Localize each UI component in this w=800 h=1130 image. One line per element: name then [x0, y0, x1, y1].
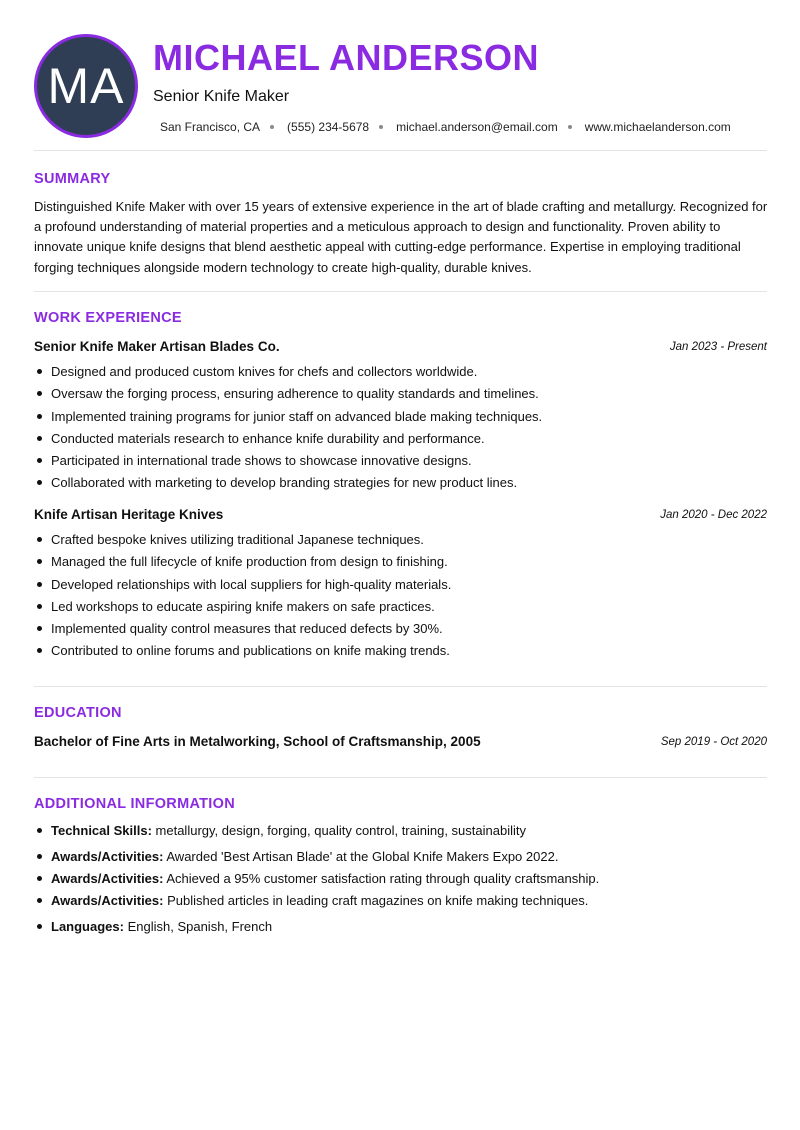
job-bullets	[34, 531, 767, 665]
bullet-icon	[37, 604, 42, 609]
bullet-icon	[37, 582, 42, 587]
bullet-icon	[37, 391, 42, 396]
bullet-icon	[37, 559, 42, 564]
contact-phone: (555) 234-5678	[287, 120, 370, 134]
education-degree: Bachelor of Fine Arts in Metalworking, School of Craftsmanship, 2005	[34, 734, 481, 749]
list-item: Managed the full lifecycle of knife production from design to finishing.	[34, 553, 767, 575]
separator-dot	[379, 125, 383, 129]
bullet-icon	[37, 898, 42, 903]
work-experience-heading: WORK EXPERIENCE	[34, 310, 182, 326]
avatar	[34, 34, 138, 138]
list-item: Developed relationships with local suppliers for high-quality materials.	[34, 576, 767, 598]
list-item: Awards/Activities: Achieved a 95% customer satisfaction rating through quality craftsmanship.	[34, 870, 767, 892]
list-item: Collaborated with marketing to develop branding strategies for new product lines.	[34, 474, 767, 496]
education-dates: Sep 2019 - Oct 2020	[660, 736, 767, 748]
list-item: Languages: English, Spanish, French	[34, 918, 767, 940]
bullet-icon	[37, 924, 42, 929]
summary-heading: SUMMARY	[34, 171, 111, 187]
additional-info-list	[34, 822, 767, 940]
divider	[34, 150, 767, 151]
separator-dot	[568, 125, 572, 129]
job-bullets	[34, 363, 767, 497]
bullet-icon	[37, 648, 42, 653]
job-role: Senior Knife Maker Artisan Blades Co.	[34, 339, 280, 354]
bullet-icon	[37, 480, 42, 485]
list-item: Led workshops to educate aspiring knife makers on safe practices.	[34, 598, 767, 620]
list-item: Conducted materials research to enhance knife durability and performance.	[34, 430, 767, 452]
list-item: Designed and produced custom knives for chefs and collectors worldwide.	[34, 363, 767, 385]
bullet-icon	[37, 369, 42, 374]
bullet-icon	[37, 414, 42, 419]
list-item: Technical Skills: metallurgy, design, forging, quality control, training, sustainability	[34, 822, 767, 848]
job-role: Knife Artisan Heritage Knives	[34, 507, 224, 522]
candidate-title: Senior Knife Maker	[153, 88, 290, 105]
divider	[34, 777, 767, 778]
candidate-name: MICHAEL ANDERSON	[153, 37, 540, 78]
summary-text: Distinguished Knife Maker with over 15 years of extensive experience in the art of blade crafting and metallurgy. Recognized for a profound understanding of material properties and a meticulous approach to design and functionality. Proven ability to innovate unique knife designs that blend aesthetic appeal with cutting-edge performance. Expertise in employing traditional forging techniques alongside modern technology to create high-quality, durable knives.	[34, 199, 768, 275]
list-item: Implemented training programs for junior staff on advanced blade making techniques.	[34, 408, 767, 430]
contact-email[interactable]: michael.anderson@email.com	[396, 120, 558, 134]
job-dates: Jan 2023 - Present	[669, 341, 767, 353]
bullet-icon	[37, 828, 42, 833]
list-item: Implemented quality control measures that reduced defects by 30%.	[34, 620, 767, 642]
bullet-icon	[37, 626, 42, 631]
list-item: Awards/Activities: Awarded 'Best Artisan Blade' at the Global Knife Makers Expo 2022.	[34, 848, 767, 870]
additional-info-heading: ADDITIONAL INFORMATION	[34, 796, 235, 812]
contact-location: San Francisco, CA	[160, 120, 261, 134]
job-header	[34, 339, 767, 357]
divider	[34, 291, 767, 292]
contact-website[interactable]: www.michaelanderson.com	[584, 120, 731, 134]
education-heading: EDUCATION	[34, 705, 122, 721]
list-item: Crafted bespoke knives utilizing traditional Japanese techniques.	[34, 531, 767, 553]
bullet-icon	[37, 854, 42, 859]
avatar-initials: MA	[47, 58, 125, 114]
contact-line	[160, 120, 731, 134]
list-item: Awards/Activities: Published articles in leading craft magazines on knife making techniques.	[34, 892, 767, 918]
education-entry	[34, 734, 767, 752]
bullet-icon	[37, 458, 42, 463]
bullet-icon	[37, 876, 42, 881]
list-item: Contributed to online forums and publications on knife making trends.	[34, 642, 767, 664]
bullet-icon	[37, 436, 42, 441]
divider	[34, 686, 767, 687]
bullet-icon	[37, 537, 42, 542]
resume-header	[0, 0, 800, 150]
job-dates: Jan 2020 - Dec 2022	[660, 509, 767, 521]
job-header	[34, 507, 767, 525]
separator-dot	[270, 125, 274, 129]
list-item: Oversaw the forging process, ensuring adherence to quality standards and timelines.	[34, 385, 767, 407]
list-item: Participated in international trade shows to showcase innovative designs.	[34, 452, 767, 474]
